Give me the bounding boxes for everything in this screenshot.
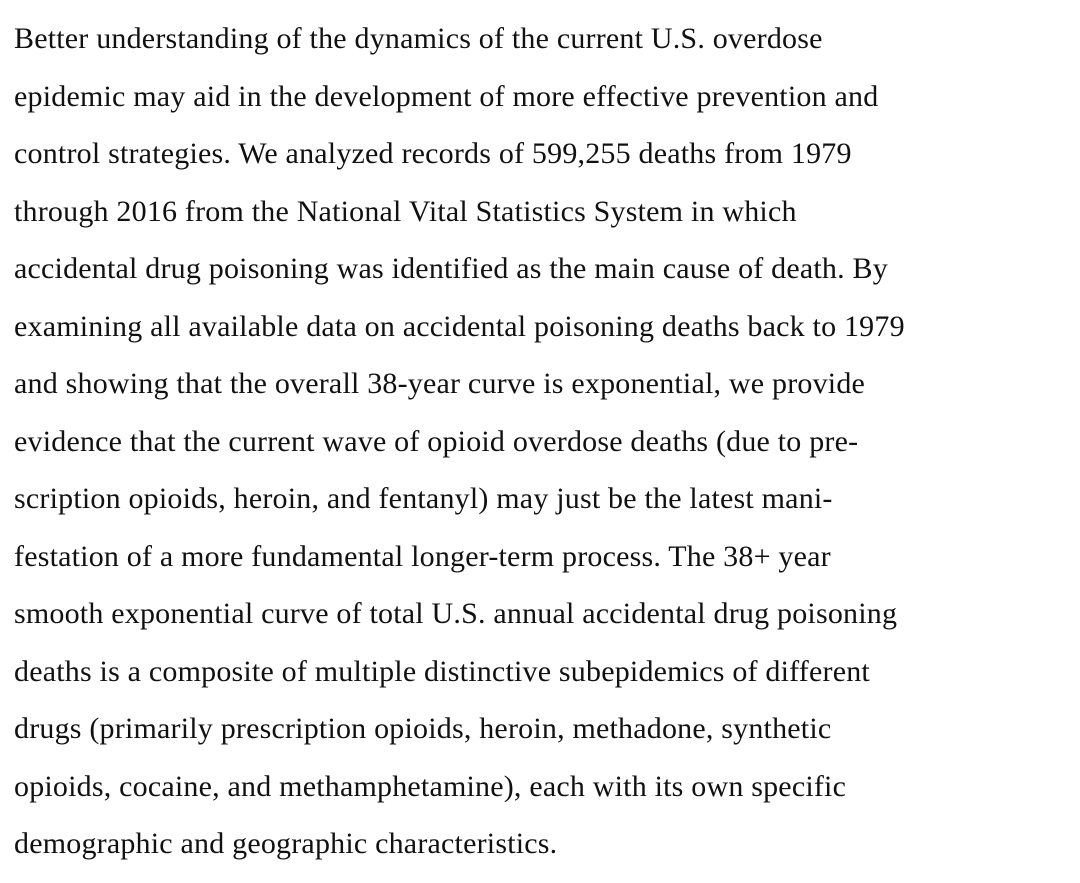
abstract-line: through 2016 from the National Vital Statistics System in which	[14, 194, 797, 228]
abstract-line: deaths is a composite of multiple distinctive subepidemics of different	[14, 654, 870, 688]
abstract-line: accidental drug poisoning was identified as the main cause of death. By	[14, 252, 888, 285]
abstract-line: evidence that the current wave of opioid overdose deaths (due to pre-	[14, 424, 859, 458]
abstract-line: scription opioids, heroin, and fentanyl) may just be the latest mani-	[14, 482, 833, 515]
abstract-line: Better understanding of the dynamics of the current U.S. overdose	[14, 22, 823, 55]
abstract-line: opioids, cocaine, and methamphetamine), each with its own specific	[14, 769, 847, 803]
abstract-line: festation of a more fundamental longer-term process. The 38+ year	[14, 539, 831, 573]
abstract-line: smooth exponential curve of total U.S. annual accidental drug poisoning	[14, 597, 898, 630]
abstract-line: demographic and geographic characteristics.	[14, 827, 558, 860]
abstract-line: examining all available data on accidental poisoning deaths back to 1979	[14, 309, 905, 343]
abstract-line: drugs (primarily prescription opioids, heroin, methadone, synthetic	[14, 712, 832, 745]
abstract-line: control strategies. We analyzed records of 599,255 deaths from 1979	[14, 137, 852, 170]
abstract-line: and showing that the overall 38-year curve is exponential, we provide	[14, 367, 866, 400]
abstract-line: epidemic may aid in the development of more effective prevention and	[14, 79, 879, 113]
